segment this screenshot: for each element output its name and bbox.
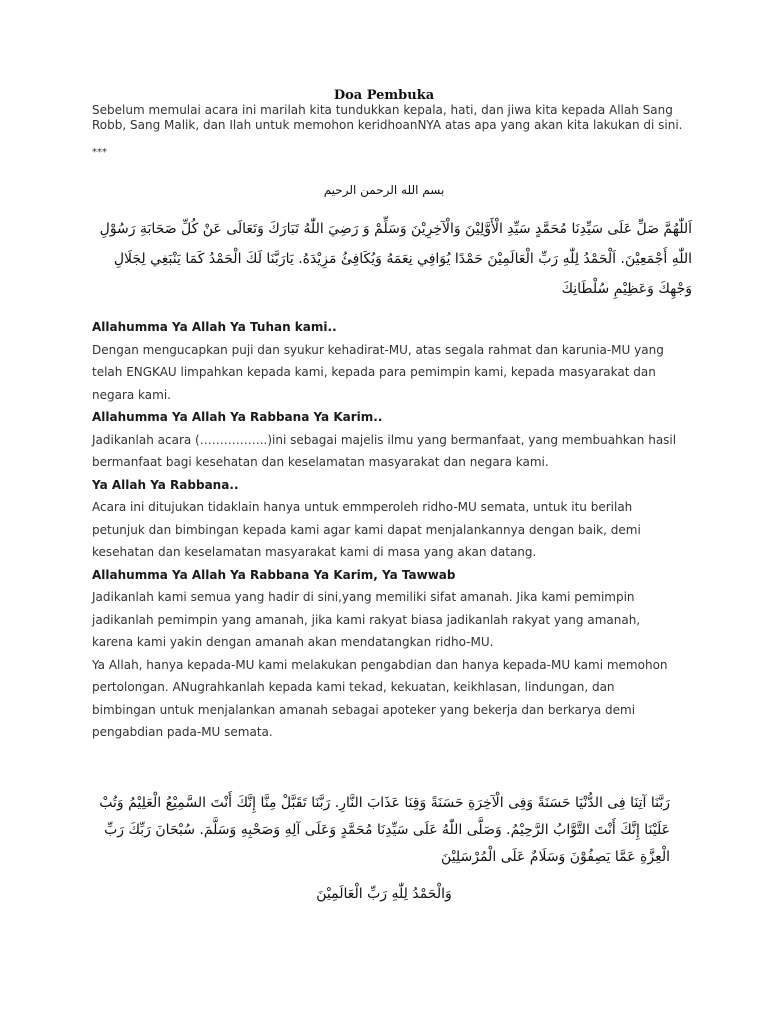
section-text: Jadikanlah acara (……………..)ini sebagai majelis ilmu yang bermanfaat, yang membuahkan hasil bermanfaat bagi kesehatan dan keselamatan masyarakat dan negara kami. (92, 432, 677, 469)
prayer-body (92, 316, 682, 744)
separator-stars: *** (92, 147, 107, 158)
basmalah-line: بسم الله الرحمن الرحيم (323, 183, 445, 197)
section-heading: Ya Allah Ya Rabbana.. (92, 477, 239, 492)
section-heading: Allahumma Ya Allah Ya Tuhan kami.. (92, 320, 337, 334)
closing-hamdalah: وَالْحَمْدُ لِلّٰهِ رَبِّ الْعَالَمِيْنَ (316, 886, 452, 902)
opening-arabic-prayer: اَللّٰهُمَّ صَلِّ عَلَى سَيِّدِنَا مُحَمَّدٍ سَيِّدِ الْأَوَّلِيْنَ وَالْآخِرِيْنَ وَسَلِّمْ وَ رَضِيَ اللّٰهُ تَبَارَكَ وَتَعَالَى عَنْ كُلِّ صَحَابَةِ رَسُوْلِ اللّٰهِ أَجْمَعِيْنَ. اَلْحَمْدُ لِلّٰهِ رَبِّ الْعَالَمِيْنَ حَمْدًا يُوَافِي نِعَمَهُ وَيُكَافِئُ مَزِيْدَهُ. يَارَبَّنَا لَكَ الْحَمْدُ كَمَا يَنْبَغِي لِجَلَالِ وَجْهِكَ وَعَظِيْمِ سُلْطَانِكَ (99, 221, 692, 297)
document-title: Doa Pembuka (333, 88, 435, 103)
final-paragraph: Ya Allah, hanya kepada-MU kami melakukan pengabdian dan hanya kepada-MU kami memohon pertolongan. ANugrahkanlah kepada kami tekad, kekuatan, keikhlasan, lindungan, dan bimbingan untuk menjalankan amanah sebagai apoteker yang bekerja dan berkarya demi pengabdian pada-MU semata. (92, 657, 668, 739)
section-text: Acara ini ditujukan tidaklain hanya untuk emmperoleh ridho-MU semata, untuk itu berilah petunjuk dan bimbingan kepada kami agar kami dapat menjalankannya dengan baik, demi kesehatan dan keselamatan masyarakat kami di masa yang akan datang. (92, 500, 641, 559)
section-heading: Allahumma Ya Allah Ya Rabbana Ya Karim, Ya Tawwab (92, 567, 456, 582)
closing-arabic-prayer: رَبَّنَا آتِنَا فِى الدُّنْيَا حَسَنَةً وَفِى الْآخِرَةِ حَسَنَةً وَقِنَا عَذَابَ النَّارِ. رَبَّنَا تَقَبَّلْ مِنَّا إِنَّكَ أَنْتَ السَّمِيْعُ الْعَلِيْمُ وَتُبْ عَلَيْنَا إِنَّكَ أَنْتَ التَّوَّابُ الرَّحِيْمُ. وَصَلَّى اللّٰهُ عَلَى سَيِّدِنَا مُحَمَّدٍ وَعَلَى آلِهِ وَصَحْبِهِ وَسَلَّمَ. سُبْحَانَ رَبِّكَ رَبِّ الْعِزَّةِ عَمَّا يَصِفُوْنَ وَسَلَامٌ عَلَى الْمُرْسَلِيْنَ (99, 795, 670, 865)
section-heading: Allahumma Ya Allah Ya Rabbana Ya Karim.. (92, 410, 383, 424)
section-text: Jadikanlah kami semua yang hadir di sini,yang memiliki sifat amanah. Jika kami pemimpin jadikanlah pemimpin yang amanah, jika kami rakyat biasa jadikanlah rakyat yang amanah, karena kami yakin dengan amanah akan mendatangkan ridho-MU. (92, 590, 641, 649)
intro-paragraph: Sebelum memulai acara ini marilah kita tundukkan kepala, hati, dan jiwa kita kepada Allah Sang Robb, Sang Malik, dan Ilah untuk memohon keridhoanNYA atas apa yang akan kita lakukan di sini. (92, 103, 683, 132)
section-text: Dengan mengucapkan puji dan syukur kehadirat-MU, atas segala rahmat dan karunia-MU yang telah ENGKAU limpahkan kepada kami, kepada para pemimpin kami, kepada masyarakat dan negara kami. (92, 342, 664, 402)
